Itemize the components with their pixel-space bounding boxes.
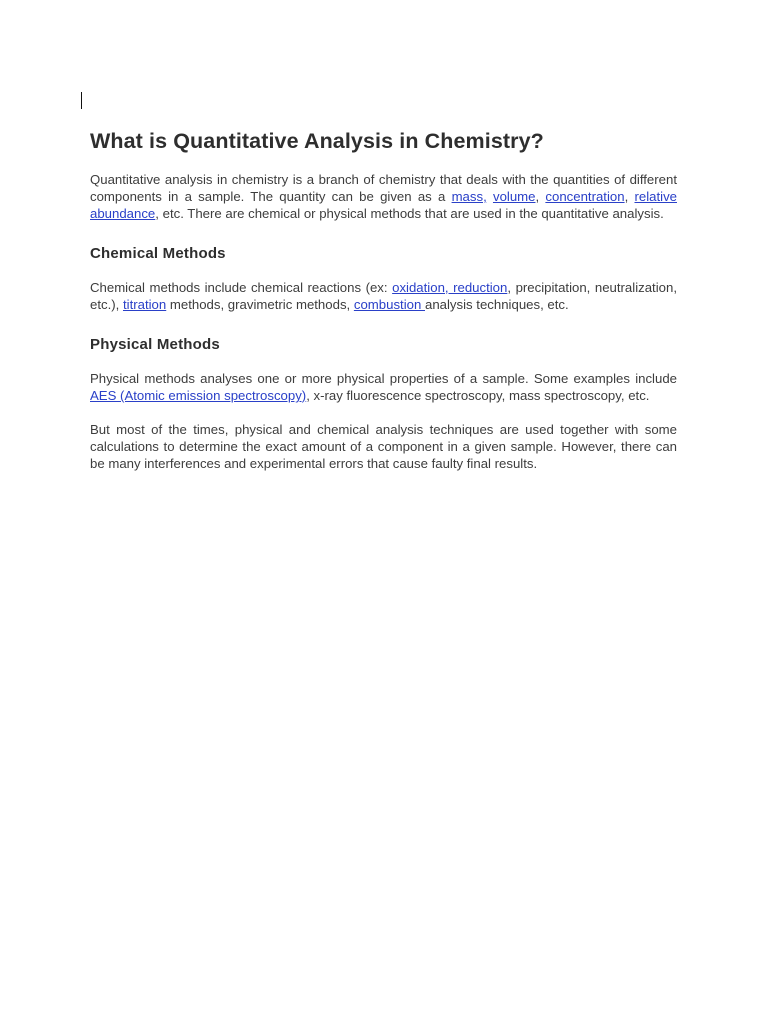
intro-text-4: , [624, 189, 635, 204]
chemical-methods-paragraph [90, 279, 677, 313]
article-body [90, 126, 677, 489]
link-relative-abundance[interactable]: relative abundance [90, 189, 677, 221]
chemical-text-2: , precipitation, neutralization, etc.), [90, 280, 677, 312]
link-titration[interactable]: titration [122, 297, 167, 312]
intro-paragraph [90, 171, 677, 222]
link-combustion[interactable]: combustion [353, 297, 425, 312]
text-cursor [81, 92, 82, 109]
closing-paragraph: But most of the times, physical and chemical analysis techniques are used together with some calculations to determine the exact amount of a component in a given sample. However, there can be many interferences and experimental errors that cause faulty final results. [90, 422, 677, 471]
physical-methods-heading: Physical Methods [90, 336, 220, 353]
intro-text-3: , [535, 189, 546, 204]
chemical-text-4: analysis techniques, etc. [424, 297, 569, 312]
physical-text-1: Physical methods analyses one or more physical properties of a sample. Some examples include [90, 371, 677, 386]
link-aes[interactable]: AES (Atomic emission spectroscopy) [90, 388, 307, 403]
physical-text-2: , x-ray fluorescence spectroscopy, mass spectroscopy, etc. [306, 388, 650, 403]
page-title: What is Quantitative Analysis in Chemistry? [90, 129, 544, 153]
link-mass[interactable]: mass, [451, 189, 487, 204]
physical-methods-paragraph [90, 370, 677, 404]
link-volume[interactable]: volume [492, 189, 536, 204]
chemical-methods-heading: Chemical Methods [90, 245, 226, 262]
intro-text-1: Quantitative analysis in chemistry is a branch of chemistry that deals with the quantities of different components in a sample. The quantity can be given as a [90, 172, 677, 204]
link-concentration[interactable]: concentration [545, 189, 625, 204]
link-oxidation-reduction[interactable]: oxidation, reduction [392, 280, 508, 295]
intro-text-5: , etc. There are chemical or physical methods that are used in the quantitative analysis. [155, 206, 664, 221]
chemical-text-1: Chemical methods include chemical reactions (ex: [90, 280, 393, 295]
chemical-text-3: methods, gravimetric methods, [166, 297, 354, 312]
